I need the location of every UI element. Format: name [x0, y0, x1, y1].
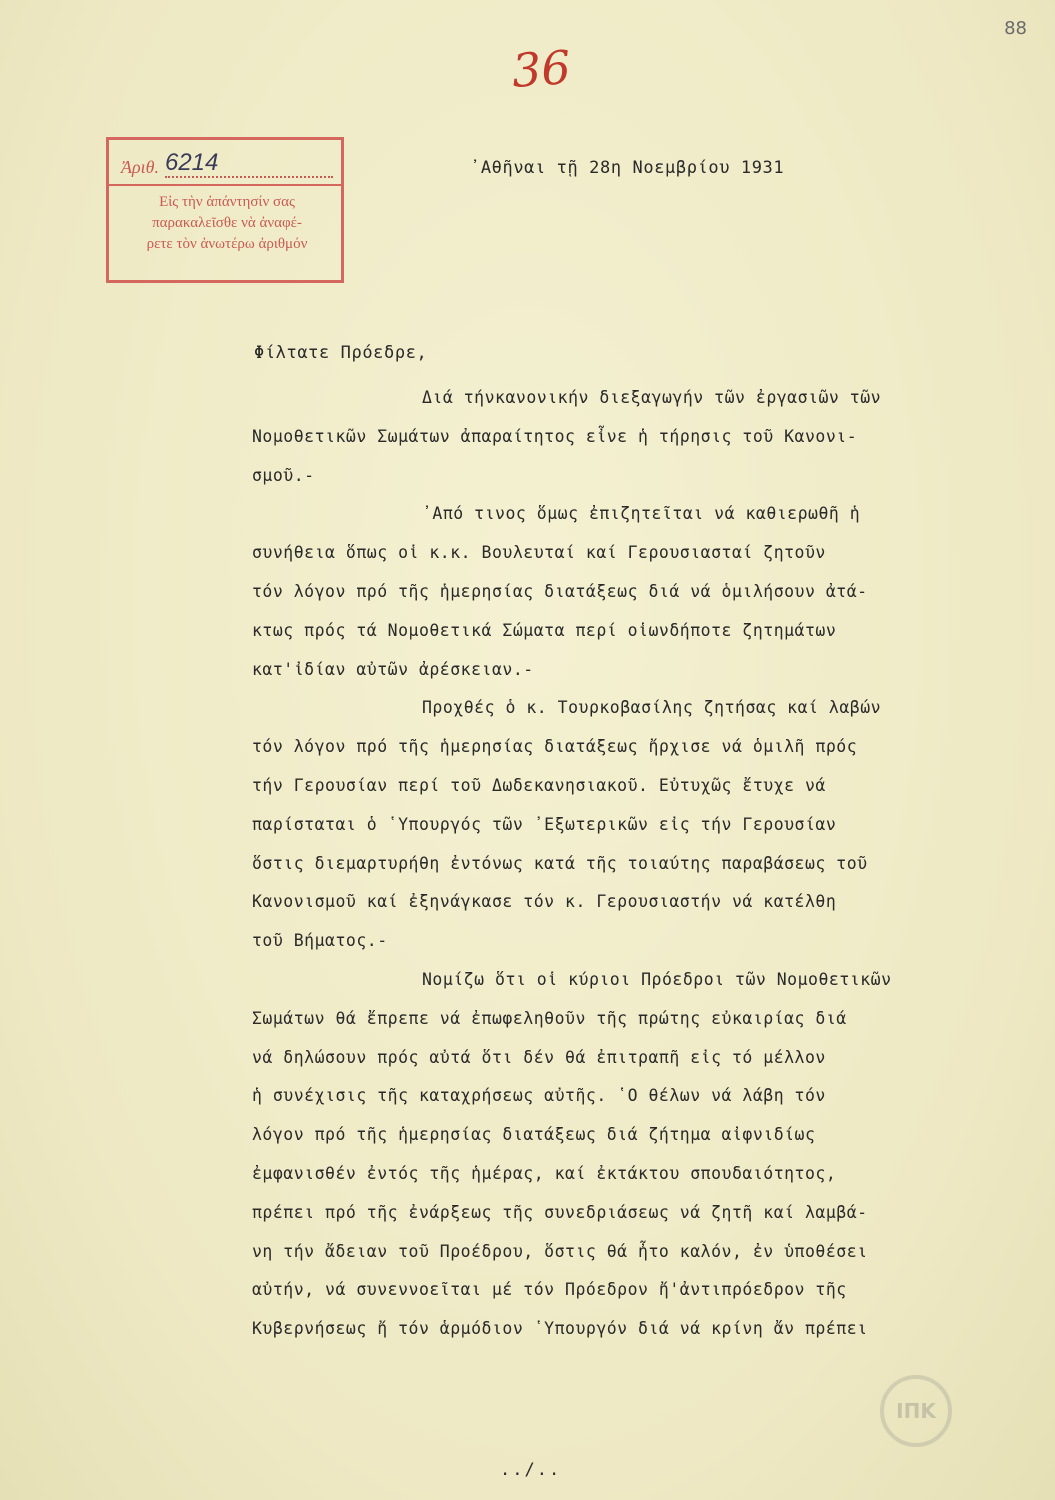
handwritten-number: 36: [510, 40, 573, 98]
body-line: Προχθές ὁ κ. Τουρκοβασίλης ζητήσας καί λαβών: [422, 698, 882, 718]
stamp-line: ρετε τὸν ἀνωτέρω ἀριθμόν: [146, 236, 308, 252]
body-line: αὐτήν, νά συνεννοεῖται μέ τόν Πρόεδρον ἤ'ἀντιπρόεδρον τῆς: [252, 1280, 847, 1300]
stamp-text: [109, 186, 341, 255]
body-line: Κανονισμοῦ καί ἐξηνάγκασε τόν κ. Γερουσιαστήν νά κατέλθη: [252, 892, 837, 912]
body-line: παρίσταται ὁ ῾Υπουργός τῶν ᾿Εξωτερικῶν εἰς τήν Γερουσίαν: [252, 814, 837, 834]
stamp-label: Ἀριθ.: [121, 157, 159, 177]
body-line: τήν Γερουσίαν περί τοῦ Δωδεκανησιακοῦ. Εὐτυχῶς ἔτυχε νά: [252, 775, 826, 795]
body-line: τόν λόγον πρό τῆς ἡμερησίας διατάξεως ἤρχισε νά ὁμιλῆ πρός: [252, 737, 858, 757]
salutation: Φίλτατε Πρόεδρε,: [254, 343, 428, 363]
body-line: κατ'ἰδίαν αὐτῶν ἀρέσκειαν.-: [252, 659, 534, 679]
body-line: Κυβερνήσεως ἤ τόν ἁρμόδιον ῾Υπουργόν διά νά κρίνη ἄν πρέπει: [252, 1319, 868, 1339]
body-line: πρέπει πρό τῆς ἐνάρξεως τῆς συνεδριάσεως νά ζητῆ καί λαμβά-: [252, 1202, 868, 1222]
body-line: συνήθεια ὅπως οἱ κ.κ. Βουλευταί καί Γερουσιασταί ζητοῦν: [252, 543, 826, 563]
body-line: Νομοθετικῶν Σωμάτων ἀπαραίτητος εἶνε ἡ τήρησις τοῦ Κανονι-: [252, 426, 858, 446]
stamp-line: παρακαλεῖσθε νὰ ἀναφέ-: [152, 215, 302, 231]
body-line: σμοῦ.-: [252, 465, 315, 485]
body-line: τόν λόγον πρό τῆς ἡμερησίας διατάξεως διά νά ὁμιλήσουν ἀτά-: [252, 581, 868, 601]
body-line: κτως πρός τά Νομοθετικά Σώματα περί οἱωνδήποτε ζητημάτων: [252, 620, 837, 640]
body-line: ἐμφανισθέν ἐντός τῆς ἡμέρας, καί ἐκτάκτου σπουδαιότητος,: [252, 1163, 837, 1183]
registry-stamp: [106, 137, 344, 283]
body-line: ἡ συνέχισις τῆς καταχρήσεως αὐτῆς. ῾Ο θέλων νά λάβη τόν: [252, 1086, 826, 1106]
stamp-header: [109, 140, 341, 186]
watermark-text: ΙΠΚ: [896, 1399, 936, 1423]
folio-number: 88: [1004, 18, 1027, 39]
body-line: νη τήν ἄδειαν τοῦ Προέδρου, ὅστις θά ἦτο καλόν, ἐν ὑποθέσει: [252, 1241, 868, 1261]
date-line: ᾿Αθῆναι τῇ 28η Νοεμβρίου 1931: [470, 158, 785, 178]
body-line: Νομίζω ὅτι οἱ κύριοι Πρόεδροι τῶν Νομοθετικῶν: [422, 969, 892, 989]
body-line: ᾿Από τινος ὅμως ἐπιζητεῖται νά καθιερωθῆ ἡ: [422, 504, 861, 524]
body-line: λόγον πρό τῆς ἡμερησίας διατάξεως διά ζήτημα αἰφνιδίως: [252, 1125, 816, 1145]
stamp-line: Εἰς τὴν ἀπάντησίν σας: [159, 194, 295, 210]
body-line: τοῦ Βήματος.-: [252, 931, 388, 951]
body-line: Διά τήνκανονικήν διεξαγωγήν τῶν ἐργασιῶν τῶν: [422, 388, 882, 407]
body-line: ὅστις διεμαρτυρήθη ἐντόνως κατά τῆς τοιαύτης παραβάσεως τοῦ: [252, 853, 868, 873]
letter-body: [252, 379, 1012, 1349]
continuation-mark: ../..: [500, 1460, 562, 1480]
body-line: Σωμάτων θά ἔπρεπε νά ἐπωφεληθοῦν τῆς πρώτης εὐκαιρίας διά: [252, 1008, 847, 1028]
stamp-number: 6214: [165, 150, 333, 178]
archive-watermark-logo: [880, 1375, 952, 1447]
body-line: νά δηλώσουν πρός αὐτά ὅτι δέν θά ἐπιτραπῆ εἰς τό μέλλον: [252, 1047, 826, 1067]
